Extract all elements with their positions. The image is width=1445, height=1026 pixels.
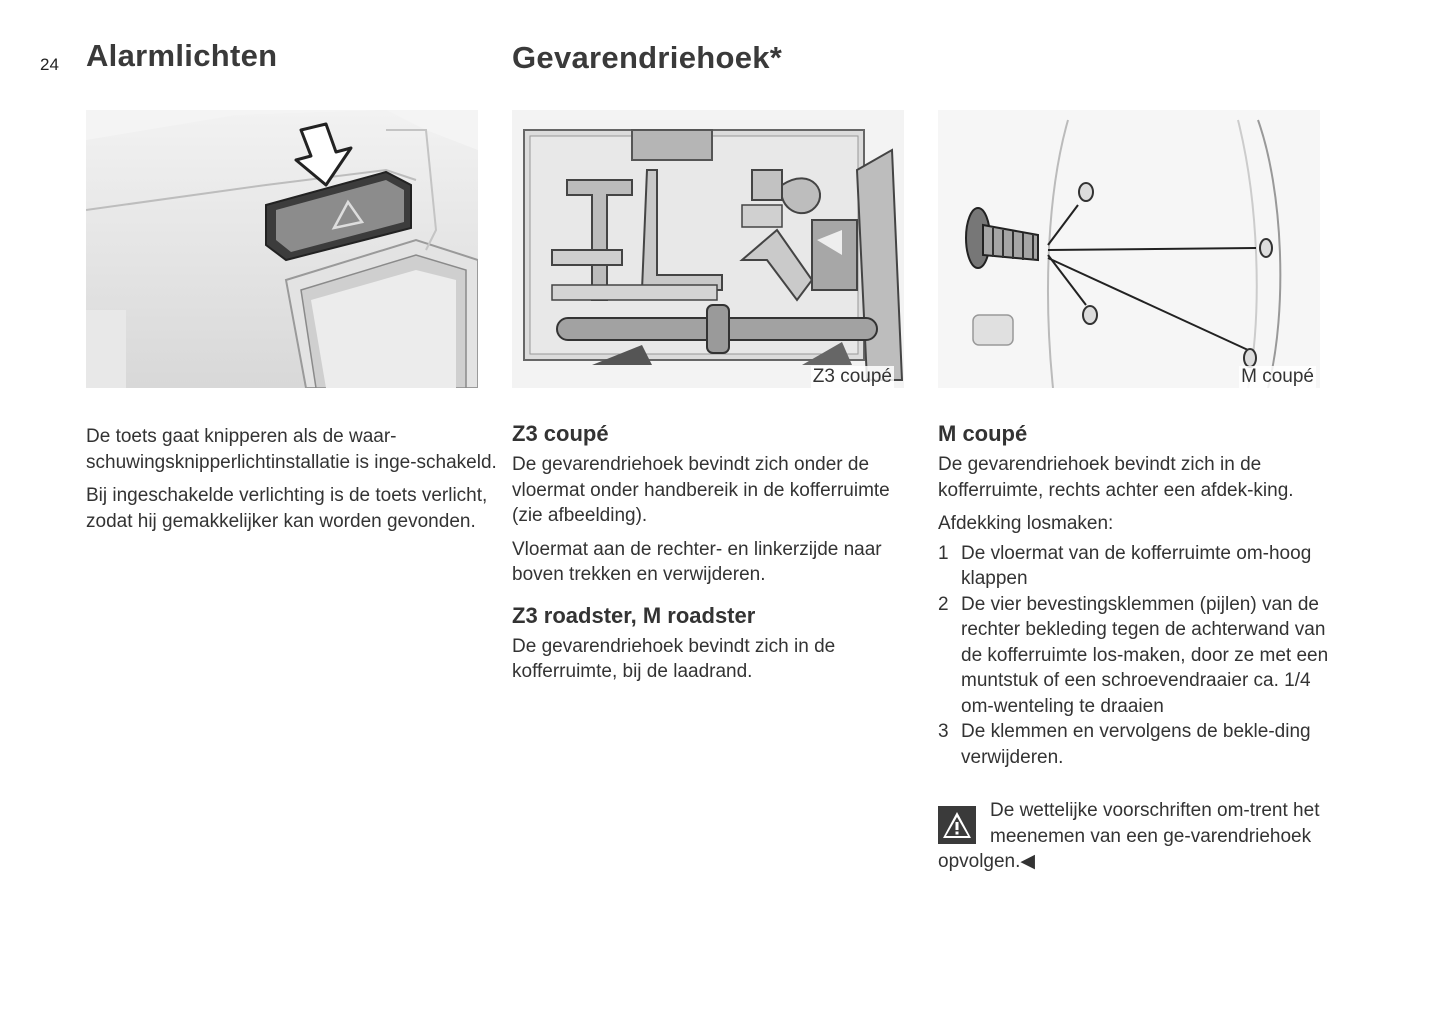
z3-text-column [512, 420, 922, 693]
list-item: 3 De klemmen en vervolgens de bekle-ding verwijderen. [938, 721, 1311, 768]
paragraph: De gevarendriehoek bevindt zich onder de vloermat onder handbereik in de kofferruimte (zie afbeelding). [512, 454, 890, 526]
subheading-m-coupe: M coupé [938, 421, 1028, 446]
warning-note [938, 798, 1348, 875]
section-title-gevarendriehoek: Gevarendriehoek* [512, 40, 783, 75]
paragraph: Bij ingeschakelde verlichting is de toets verlicht, zodat hij gemakkelijker kan worden gevonden. [86, 485, 488, 532]
hazard-switch-illustration [86, 110, 478, 388]
paragraph: Vloermat aan de rechter- en linkerzijde naar boven trekken en verwijderen. [512, 538, 882, 585]
m-coupe-caption: M coupé [1241, 366, 1314, 387]
page-number: 24 [40, 55, 59, 74]
paragraph: Afdekking losmaken: [938, 513, 1114, 534]
warning-text: De wettelijke voorschriften om-trent het meenemen van een ge-varendriehoek opvolgen.◀ [938, 800, 1320, 872]
m-coupe-text-column [938, 420, 1348, 875]
z3-coupe-trunk-illustration [512, 110, 904, 388]
subheading-z3-coupe: Z3 coupé [512, 421, 609, 446]
m-coupe-trunk-illustration [938, 110, 1320, 388]
alarmlichten-text [86, 424, 498, 542]
list-item: 2 De vier bevestingsklemmen (pijlen) van de rechter bekleding tegen de achterwand van de kofferruimte los-maken, door ze met een muntstuk of een schroevendraaier ca. 1/4 om-wenteling te draaien [938, 593, 1329, 717]
paragraph: De gevarendriehoek bevindt zich in de kofferruimte, rechts achter een afdek-king. [938, 454, 1294, 501]
steps-list [938, 541, 1348, 771]
warning-triangle-icon [938, 806, 976, 844]
subheading-z3-roadster: Z3 roadster, M roadster [512, 602, 756, 628]
paragraph: De toets gaat knipperen als de waar-schuwingsknipperlichtinstallatie is inge-schakeld. [86, 426, 497, 473]
list-item: 1 De vloermat van de kofferruimte om-hoog klappen [938, 542, 1312, 589]
z3-coupe-caption: Z3 coupé [812, 366, 892, 387]
section-title-alarmlichten: Alarmlichten [86, 38, 278, 73]
paragraph: De gevarendriehoek bevindt zich in de kofferruimte, bij de laadrand. [512, 635, 836, 682]
